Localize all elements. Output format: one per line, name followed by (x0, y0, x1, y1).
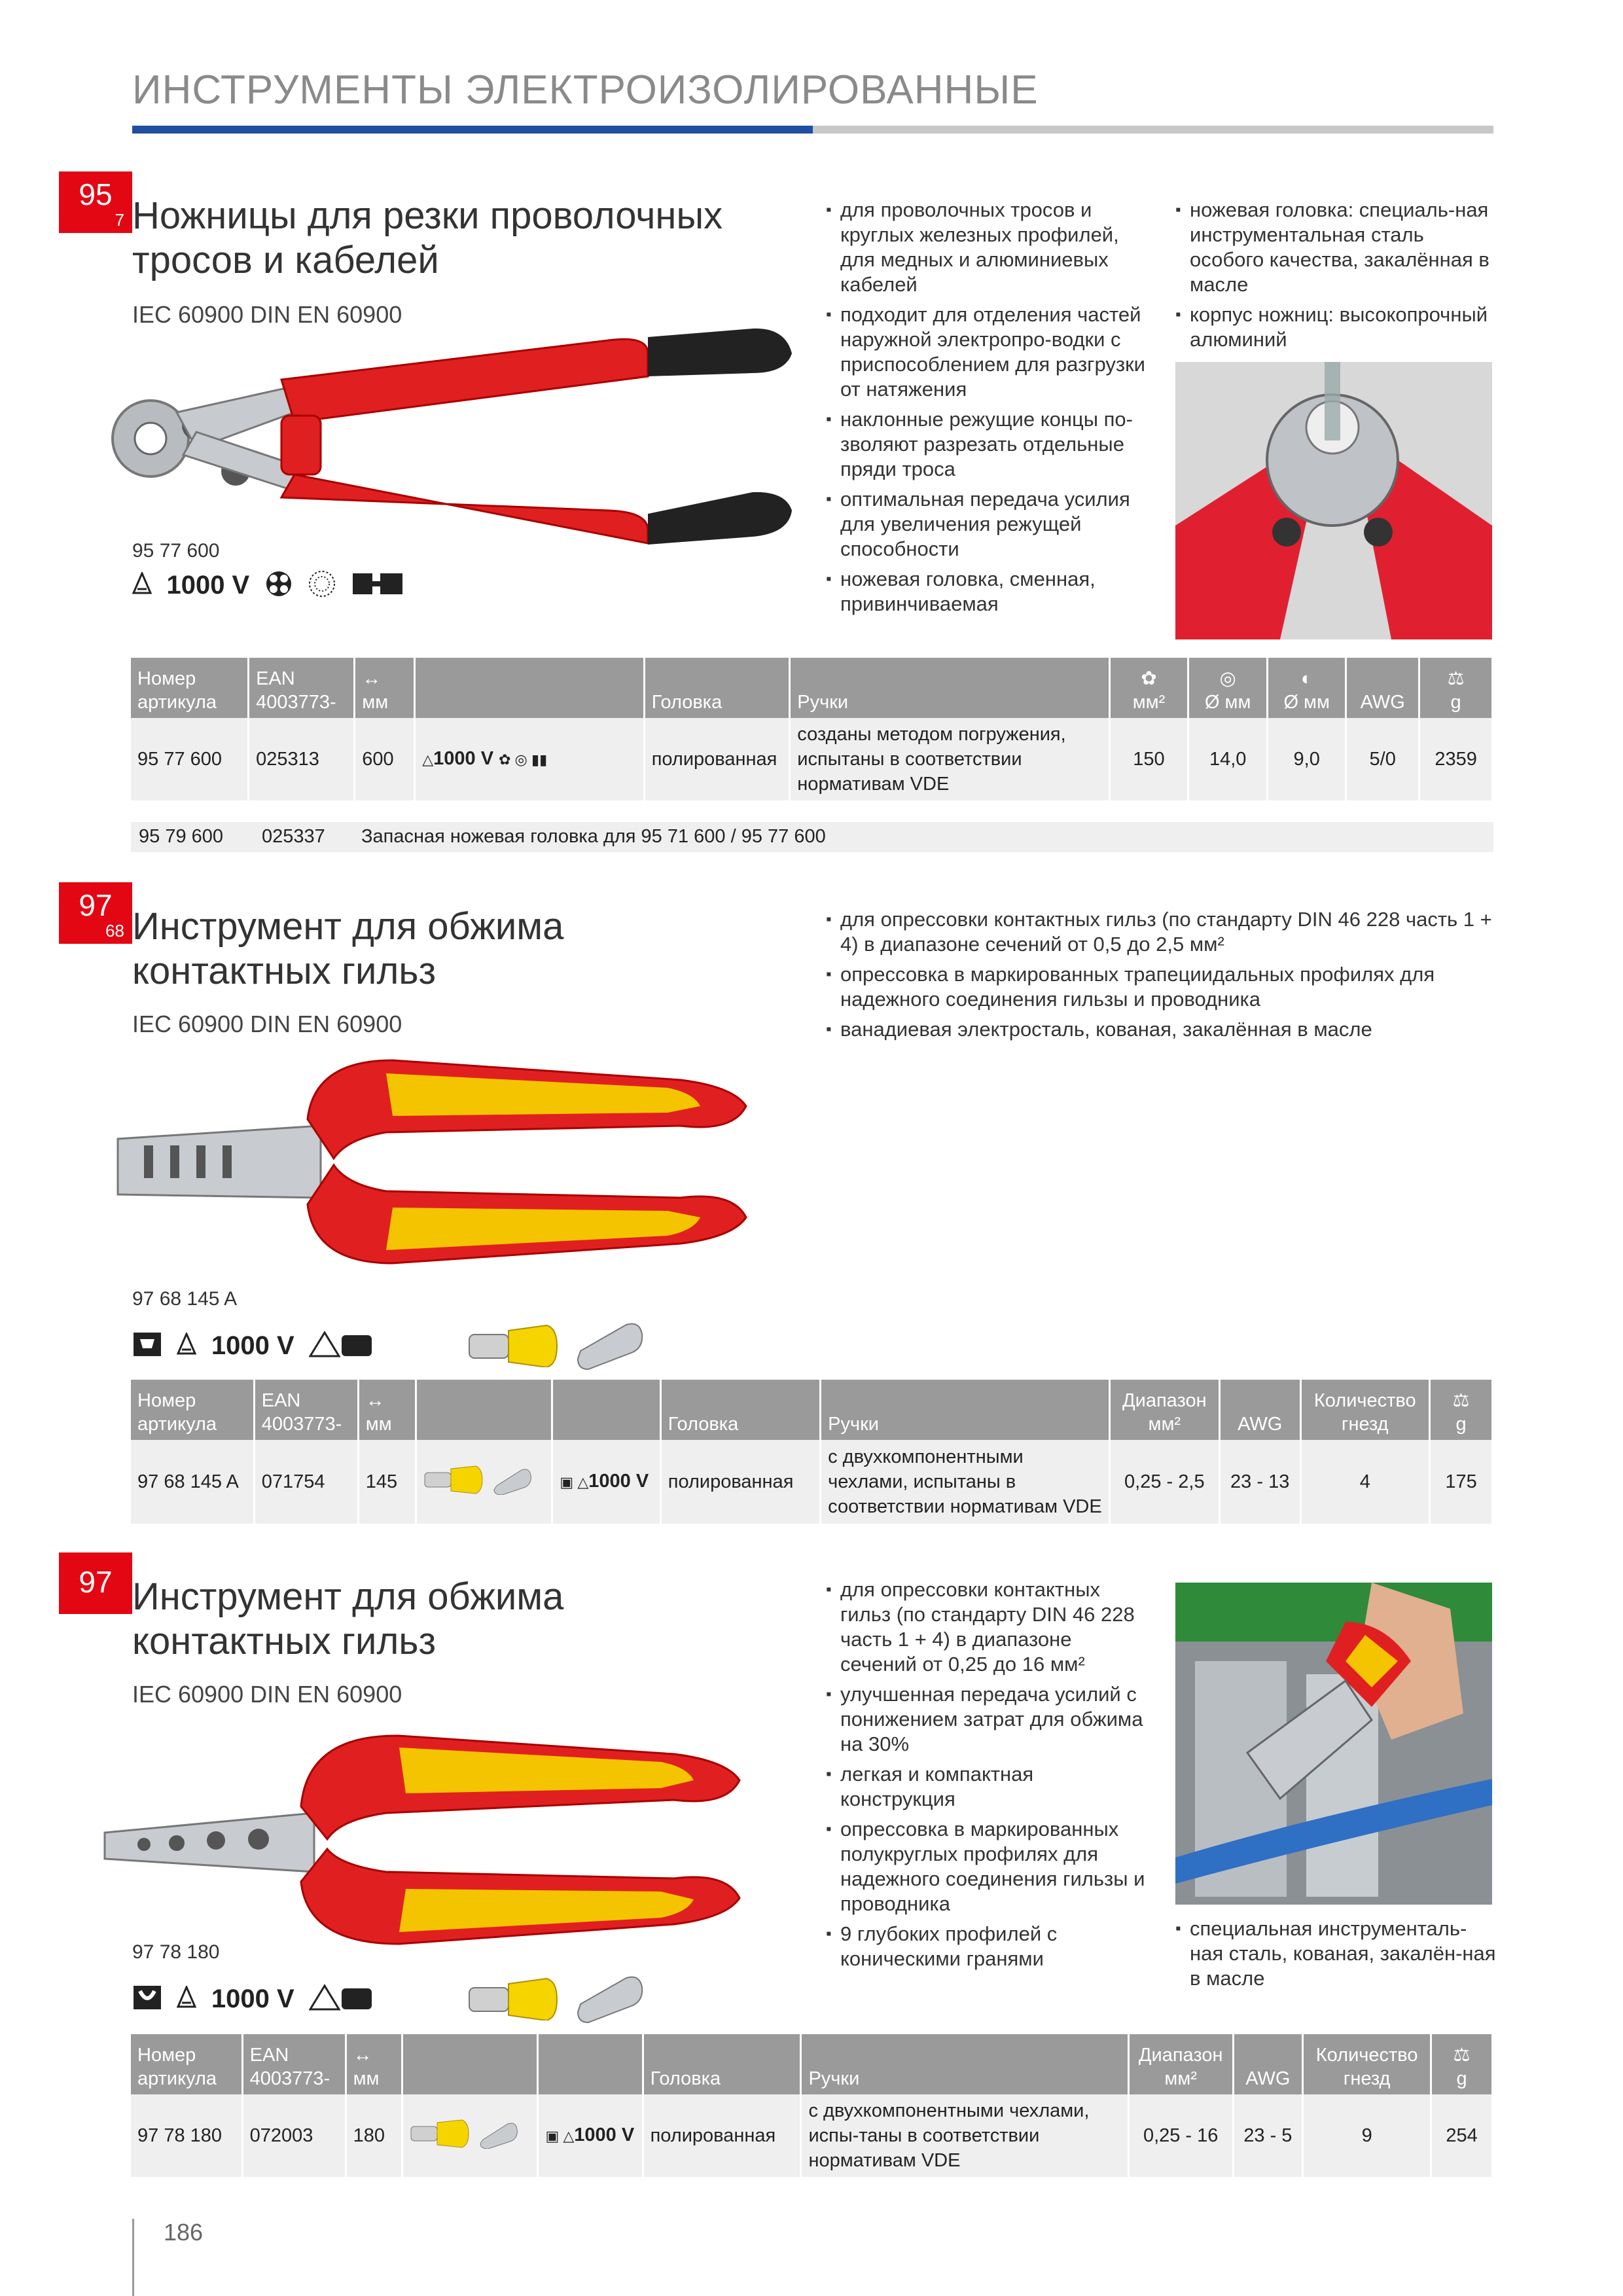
crimp-profile-icon (132, 1330, 162, 1362)
feature-item: ▪ ножевая головка, сменная, привинчиваемая (826, 567, 1153, 617)
ferrule-plain-icon (574, 1971, 646, 2027)
product-title: Инструмент для обжима контактных гильз (132, 1575, 564, 1662)
spec-table (131, 1380, 1493, 1524)
ferrule-plain-icon (574, 1318, 646, 1374)
article-label: 95 77 600 (132, 540, 220, 562)
icon-cell: △1000 V ✿ ◎ ▮▮ (415, 718, 644, 800)
product-title: Инструмент для обжима контактных гильз (132, 905, 564, 992)
col-header: Количество гнезд (1300, 1380, 1430, 1440)
features-list-2 (1175, 1916, 1496, 1996)
col-header: Головка (660, 1380, 820, 1440)
col-header (552, 1380, 660, 1440)
crimping-in-use-photo (1175, 1583, 1492, 1905)
page-number: 186 (164, 2219, 204, 2246)
standards: IEC 60900 DIN EN 60900 (132, 1011, 402, 1037)
vde-mark-icon (309, 1983, 374, 2015)
table-row: 95 77 600 025313 600 △1000 V ✿ ◎ ▮▮ полированная созданы методом погружения, испытаны в соответствии нормативам VDE 150 14,0 9,0 5/0 2359 (131, 718, 1493, 800)
col-header: EAN 4003773- (254, 1380, 358, 1440)
wire-rope-icon (264, 569, 293, 601)
features-list (826, 907, 1493, 1047)
crimp-profile-icon (132, 1983, 162, 2015)
icon-cell: ▣ △1000 V (552, 1440, 660, 1524)
col-header (538, 2034, 643, 2094)
col-header (416, 1380, 552, 1440)
feature-item: ▪ подходит для отделения частей наружной электропро-водки с приспособлением для разгрузки от натяжения (826, 302, 1153, 402)
ferrule-yellow-icon (468, 1975, 560, 2024)
col-header: AWG (1346, 658, 1419, 718)
col-header: Номер артикула (131, 2034, 242, 2094)
col-header: ⚖ g (1431, 2034, 1493, 2094)
section-badge: 97 (59, 1552, 132, 1614)
title-rule-grey (813, 126, 1493, 134)
feature-item: ▪ опрессовка в маркированных трапециидальных профилях для надежного соединения гильзы и проводника (826, 962, 1493, 1012)
cable-icon (351, 569, 404, 601)
features-list-2 (1175, 198, 1503, 357)
icon-row (132, 1318, 658, 1374)
stranded-wire-icon (308, 569, 336, 601)
title-rule (132, 126, 813, 134)
col-header: Диапазон мм² (1109, 1380, 1219, 1440)
col-header: Номер артикула (131, 658, 249, 718)
col-header: ✿ мм² (1109, 658, 1188, 718)
icon-cell: ▣ △1000 V (538, 2094, 643, 2177)
col-header (415, 658, 644, 718)
col-header: Ручки (801, 2034, 1128, 2094)
col-header: EAN 4003773- (249, 658, 355, 718)
icon-row (132, 569, 416, 601)
feature-item: ▪ улучшенная передача усилий с понижением затрат для обжима на 30% (826, 1682, 1153, 1757)
product-title: Ножницы для резки проволочных тросов и кабелей (132, 194, 723, 281)
ferrule-icons-cell (416, 1440, 552, 1524)
col-header: AWG (1233, 2034, 1303, 2094)
col-header: Номер артикула (131, 1380, 254, 1440)
vde-mark-icon (309, 1330, 374, 1362)
insulation-triangle-icon (132, 572, 152, 599)
spec-table (131, 2034, 1493, 2177)
ferrule-yellow-icon (468, 1321, 560, 1371)
feature-item: ▪ легкая и компактная конструкция (826, 1762, 1153, 1812)
col-header: ⚖ g (1430, 1380, 1493, 1440)
col-header-length: ↔ мм (355, 658, 415, 718)
cable-cutter-image (98, 314, 812, 550)
col-header: Диапазон мм² (1128, 2034, 1233, 2094)
feature-item: ▪ корпус ножниц: высокопрочный алюминий (1175, 302, 1503, 352)
table-row: 97 78 180 072003 180 ▣ △1000 V полированная с двухкомпонентными чехлами, испы-таны в соответствии нормативам VDE 0,25 - 16 23 - 5 9 254 (131, 2094, 1493, 2177)
page-title: ИНСТРУМЕНТЫ ЭЛЕКТРОИЗОЛИРОВАННЫЕ (132, 67, 1039, 113)
feature-item: ▪ ванадиевая электросталь, кованая, закалённая в масле (826, 1017, 1493, 1042)
col-header: ◐ Ø мм (1268, 658, 1346, 718)
voltage-label: 1000 V (166, 571, 250, 600)
icon-row (132, 1971, 658, 2027)
article-label: 97 68 145 A (132, 1288, 238, 1310)
col-header: ◎ Ø мм (1188, 658, 1268, 718)
crimping-tool-image (98, 1728, 759, 1950)
feature-item: ▪ для опрессовки контактных гильз (по стандарту DIN 46 228 часть 1 + 4) в диапазоне сечений от 0,25 до 16 мм² (826, 1577, 1153, 1677)
col-header: EAN 4003773- (242, 2034, 346, 2094)
feature-item: ▪ наклонные режущие концы по-зволяют разрезать отдельные пряди троса (826, 407, 1153, 482)
col-header-length: ↔ мм (358, 1380, 416, 1440)
section-badge: 95 7 (59, 171, 132, 233)
col-header-length: ↔ мм (346, 2034, 402, 2094)
feature-item: ▪ ножевая головка: специаль-ная инструментальная сталь особого качества, закалённая в масле (1175, 198, 1503, 297)
col-header: Головка (644, 658, 790, 718)
ferrule-icons-cell (402, 2094, 538, 2177)
insulation-triangle-icon (177, 1986, 196, 2013)
cutter-closeup-photo (1175, 362, 1492, 639)
features-list (826, 198, 1153, 622)
table-row: 97 68 145 A 071754 145 ▣ △1000 V полированная с двухкомпонентными чехлами, испытаны в соответствии нормативам VDE 0,25 - 2,5 23 - 13 4 175 (131, 1440, 1493, 1524)
col-header: Головка (643, 2034, 801, 2094)
spec-table (131, 658, 1493, 800)
spare-part-row: 95 79 600 025337 Запасная ножевая головка для 95 71 600 / 95 77 600 (131, 822, 1493, 852)
col-header: Ручки (821, 1380, 1110, 1440)
section-badge: 97 68 (59, 882, 132, 944)
voltage-label: 1000 V (211, 1984, 294, 2013)
feature-item: ▪ специальная инструменталь-ная сталь, кованая, закалён-ная в масле (1175, 1916, 1496, 1991)
insulation-triangle-icon (177, 1333, 196, 1359)
feature-item: ▪ опрессовка в маркированных полукруглых профилях для надежного соединения гильзы и проводника (826, 1817, 1153, 1916)
features-list (826, 1577, 1153, 1977)
footer-divider (132, 2219, 134, 2296)
col-header: ⚖ g (1419, 658, 1493, 718)
standards: IEC 60900 DIN EN 60900 (132, 1681, 402, 1708)
col-header: AWG (1219, 1380, 1300, 1440)
feature-item: ▪ 9 глубоких профилей с коническими гранями (826, 1922, 1153, 1971)
col-header: Количество гнезд (1303, 2034, 1431, 2094)
col-header (402, 2034, 538, 2094)
crimping-tool-image (105, 1047, 766, 1270)
col-header: Ручки (790, 658, 1109, 718)
feature-item: ▪ оптимальная передача усилия для увеличения режущей способности (826, 487, 1153, 562)
voltage-label: 1000 V (211, 1331, 294, 1360)
article-label: 97 78 180 (132, 1941, 220, 1963)
feature-item: ▪ для проволочных тросов и круглых железных профилей, для медных и алюминиевых кабелей (826, 198, 1153, 297)
feature-item: ▪ для опрессовки контактных гильз (по стандарту DIN 46 228 часть 1 + 4) в диапазоне сечений от 0,5 до 2,5 мм² (826, 907, 1493, 957)
standards: IEC 60900 DIN EN 60900 (132, 301, 402, 328)
